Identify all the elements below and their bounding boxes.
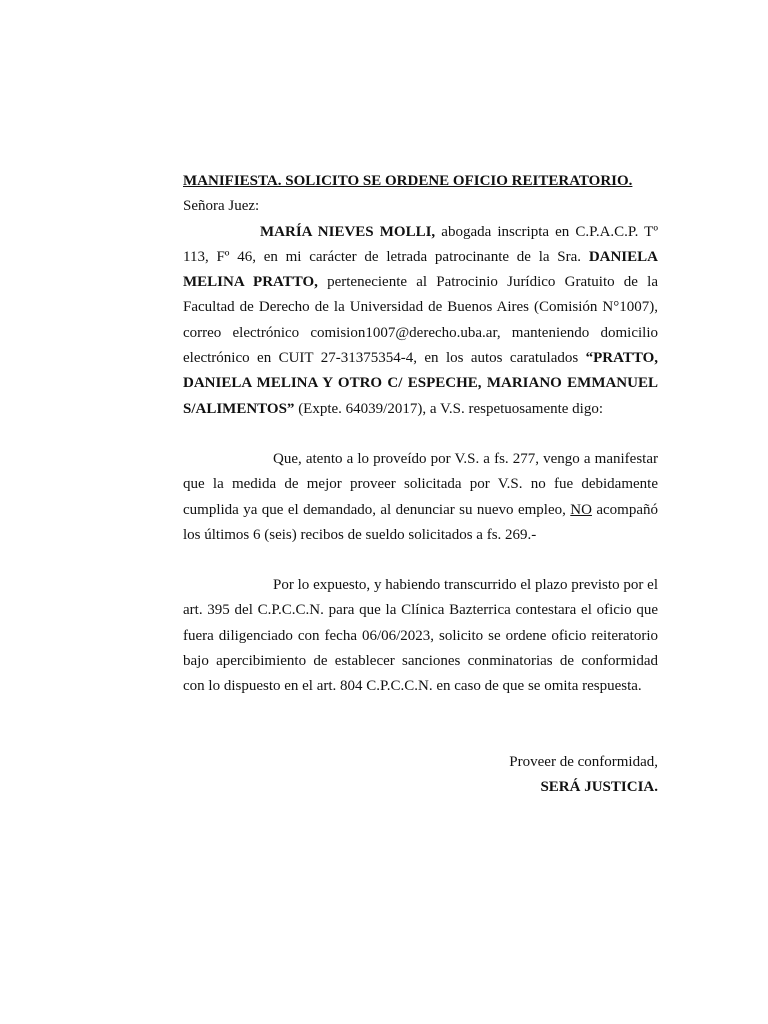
lawyer-name: MARÍA NIEVES MOLLI, — [260, 223, 436, 240]
spacer — [183, 700, 658, 750]
intro-paragraph — [183, 220, 658, 422]
client-name: DANIELA MELINA PRATTO, — [183, 248, 658, 291]
spacer — [183, 548, 658, 573]
intro-text-1: abogada inscripta en C.P.A.C.P. Tº 113, Fº 46, en mi carácter de letrada patrocinante de la Sra. — [183, 223, 658, 265]
document-title: MANIFIESTA. SOLICITO SE ORDENE OFICIO REITERATORIO. — [183, 173, 633, 189]
intro-text-3: (Expte. 64039/2017), a V.S. respetuosamente digo: — [294, 400, 604, 417]
spacer — [183, 422, 658, 447]
paragraph-2-text-2: acompañó los últimos 6 (seis) recibos de sueldo solicitados a fs. 269.- — [183, 501, 658, 543]
paragraph-2 — [183, 447, 658, 548]
intro-text-2: perteneciente al Patrocinio Jurídico Gratuito de la Facultad de Derecho de la Universidad de Buenos Aires (Comisión N°1007), correo electrónico comision1007@derecho.uba.ar, manteniendo domicilio electrónico en CUIT 27-31375354-4, en los autos caratulados — [183, 274, 658, 367]
salutation: Señora Juez: — [183, 198, 260, 215]
paragraph-3: Por lo expuesto, y habiendo transcurrido el plazo previsto por el art. 395 del C.P.C.C.N. para que la Clínica Bazterrica contestara el oficio que fuera diligenciado con fecha 06/06/2023, solicito se ordene oficio reiteratorio bajo apercibimiento de establecer sanciones conminatorias de conformidad con lo dispuesto en el art. 804 C.P.C.C.N. en caso de que se omita respuesta. — [183, 577, 658, 695]
case-title: “PRATTO, DANIELA MELINA Y OTRO C/ ESPECHE, MARIANO EMMANUEL S/ALIMENTOS” — [183, 350, 658, 417]
document-page — [183, 169, 658, 800]
closing-request: Proveer de conformidad, — [509, 753, 658, 770]
closing-justice: SERÁ JUSTICIA. — [540, 778, 658, 795]
underlined-no: NO — [570, 501, 592, 518]
paragraph-2-text-1: Que, atento a lo proveído por V.S. a fs. 277, vengo a manifestar que la medida de mejor proveer solicitada por V.S. no fue debidamente cumplida ya que el demandado, al denunciar su nuevo empleo, — [183, 450, 658, 518]
